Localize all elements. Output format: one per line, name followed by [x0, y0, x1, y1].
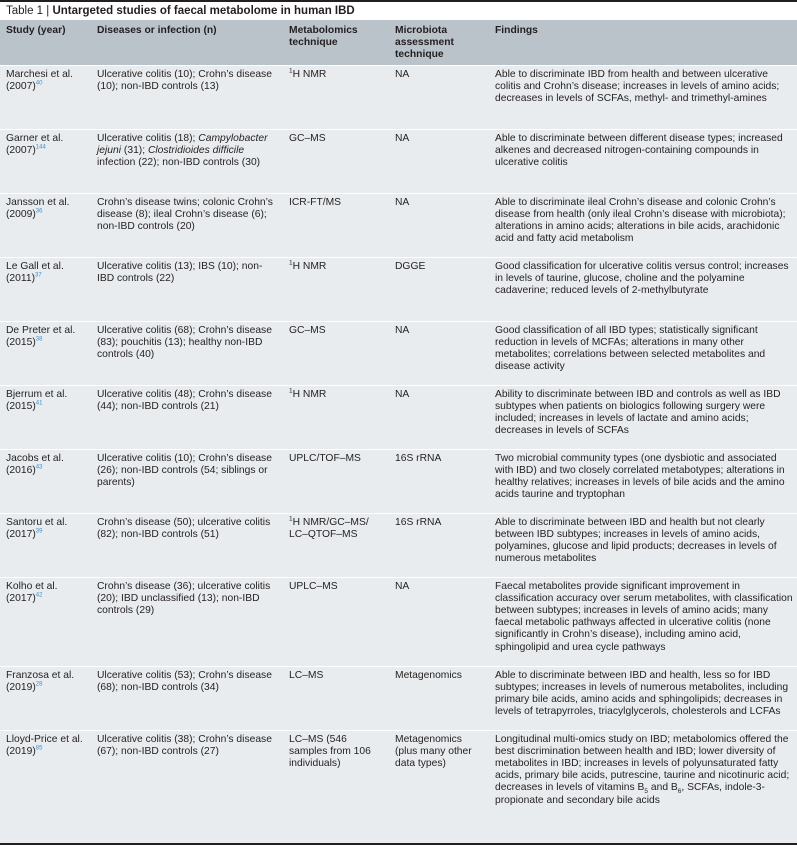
findings-cell: Able to discriminate between IBD and health, less so for IBD subtypes; increases in levels of numerous metabolites, including primary bile acids, amino acids and sphingolipids; decreases in levels of tetrapyrroles, triacylglycerols, cholesterols and LCFAs [489, 666, 797, 730]
findings-cell: Able to discriminate between IBD and health but not clearly between IBD subtypes; increases in levels of amino acids, polyamines, glucose and lipid products; decreases in levels of numerous metabolites [489, 513, 797, 577]
diseases-cell: Ulcerative colitis (10); Crohn’s disease (26); non-IBD controls (54; siblings or parents) [91, 449, 283, 513]
diseases-cell: Ulcerative colitis (13); IBS (10); non-IBD controls (22) [91, 257, 283, 321]
study-cell: De Preter et al. (2015)$^{38}$ [0, 321, 91, 385]
reference-link[interactable]: 38 [35, 336, 43, 343]
microbiota-cell: DGGE [389, 257, 489, 321]
reference-link[interactable]: 42 [35, 592, 43, 599]
reference-link[interactable]: 28 [35, 681, 43, 688]
reference-link[interactable]: 43 [35, 464, 43, 471]
table-header-row [0, 20, 797, 65]
findings-cell: Good classification for ulcerative colitis versus control; increases in levels of taurine, glucose, choline and the polyamine cadaverine; reduced levels of 2-methylbutyrate [489, 257, 797, 321]
diseases-cell: Ulcerative colitis (10); Crohn’s disease (10); non-IBD controls (13) [91, 65, 283, 129]
diseases-cell: Ulcerative colitis (68); Crohn’s disease (83); pouchitis (13); healthy non-IBD controls (40) [91, 321, 283, 385]
microbiota-cell: NA [389, 385, 489, 449]
reference-link[interactable]: 85 [35, 745, 43, 752]
table-label: Table 1 | [6, 5, 50, 17]
reference-link[interactable]: 37 [35, 272, 42, 279]
metabolomics-cell: $^1$H NMR [283, 385, 389, 449]
table-caption [0, 0, 797, 20]
diseases-cell: Crohn’s disease (36); ulcerative colitis (20); IBD unclassified (13); non-IBD controls (29) [91, 577, 283, 666]
diseases-cell: Crohn’s disease (50); ulcerative colitis (82); non-IBD controls (51) [91, 513, 283, 577]
metabolomics-cell: LC–MS (546 samples from 106 individuals) [283, 730, 389, 844]
reference-link[interactable]: 144 [35, 144, 46, 151]
table-row [0, 449, 797, 513]
table-row [0, 577, 797, 666]
metabolomics-cell: UPLC/TOF–MS [283, 449, 389, 513]
table-row [0, 257, 797, 321]
table-row [0, 129, 797, 193]
findings-cell: Able to discriminate ileal Crohn’s disease and colonic Crohn’s disease from health (only ileal Crohn’s disease with microbiota); alterations in amino acids; alterations in bile acids, arachidonic acid and fatty acid metabolism [489, 193, 797, 257]
findings-cell: Good classification of all IBD types; statistically significant reduction in levels of MCFAs; alterations in many other metabolites; correlations between selected metabolites and disease activity [489, 321, 797, 385]
findings-cell: Longitudinal multi-omics study on IBD; metabolomics offered the best discrimination between health and IBD; lower diversity of metabolites in IBD; increases in levels of polyunsaturated fatty acids, primary bile acids, putrescine, taurine and nicotinuric acid; decreases in levels of vitamins $B_5$ and $B_6$, SCFAs, indole-3-propionate and secondary bile acids [489, 730, 797, 844]
reference-link[interactable]: 40 [35, 80, 43, 87]
microbiota-cell: NA [389, 129, 489, 193]
metabolomics-cell: $^1$H NMR [283, 65, 389, 129]
table-row [0, 730, 797, 844]
table-row [0, 666, 797, 730]
metabolomics-cell: GC–MS [283, 129, 389, 193]
table-row [0, 321, 797, 385]
study-cell: Le Gall et al. (2011)$^{37}$ [0, 257, 91, 321]
findings-cell: Two microbial community types (one dysbiotic and associated with IBD) and two closely correlated metabotypes; alterations in healthy relatives; increases in levels of bile acids and the amino acids taurine and tryptophan [489, 449, 797, 513]
microbiota-cell: NA [389, 193, 489, 257]
microbiota-cell: Metagenomics (plus many other data types) [389, 730, 489, 844]
header-diseases: Diseases or infection (n) [97, 25, 217, 36]
metabolomics-cell: $^1$H NMR/GC–MS/ LC–QTOF–MS [283, 513, 389, 577]
metabolomics-cell: UPLC–MS [283, 577, 389, 666]
diseases-cell: Ulcerative colitis (38); Crohn’s disease (67); non-IBD controls (27) [91, 730, 283, 844]
table-row [0, 193, 797, 257]
microbiota-cell: 16S rRNA [389, 513, 489, 577]
header-study: Study (year) [6, 25, 66, 36]
diseases-cell: Ulcerative colitis (48); Crohn’s disease (44); non-IBD controls (21) [91, 385, 283, 449]
diseases-cell: Ulcerative colitis (53); Crohn’s disease (68); non-IBD controls (34) [91, 666, 283, 730]
findings-cell: Faecal metabolites provide significant improvement in classification accuracy over serum metabolites, with classification between subtypes; increases in levels of amino acids; many faecal metabolic pathways affected in ulcerative colitis (none significantly in Crohn’s disease), including amino acid, sphingolipid and urea cycle pathways [489, 577, 797, 666]
table-title: Untargeted studies of faecal metabolome in human IBD [52, 5, 355, 17]
study-cell: Bjerrum et al. (2015)$^{41}$ [0, 385, 91, 449]
reference-link[interactable]: 39 [35, 528, 43, 535]
header-microbiota: Microbiota assessment technique [395, 25, 454, 61]
diseases-cell: Crohn’s disease twins; colonic Crohn’s disease (8); ileal Crohn’s disease (6); non-IBD controls (20) [91, 193, 283, 257]
metabolomics-cell: LC–MS [283, 666, 389, 730]
microbiota-cell: NA [389, 65, 489, 129]
microbiota-cell: 16S rRNA [389, 449, 489, 513]
metabolomics-cell: ICR-FT/MS [283, 193, 389, 257]
studies-table [0, 20, 797, 845]
reference-link[interactable]: 41 [35, 400, 43, 407]
metabolomics-cell: $^1$H NMR [283, 257, 389, 321]
findings-cell: Ability to discriminate between IBD and controls as well as IBD subtypes when patients on biologics following surgery were included; increases in levels of lactate and amino acids; decreases in levels of SCFAs [489, 385, 797, 449]
microbiota-cell: NA [389, 577, 489, 666]
table-row [0, 65, 797, 129]
findings-cell: Able to discriminate between different disease types; increased alkenes and decreased nitrogen-containing compounds in ulcerative colitis [489, 129, 797, 193]
findings-cell: Able to discriminate IBD from health and between ulcerative colitis and Crohn’s disease; increases in levels of amino acids; decreases in levels of SCFAs, methyl- and trimethyl-amines [489, 65, 797, 129]
microbiota-cell: NA [389, 321, 489, 385]
study-cell: Garner et al. (2007)$^{144}$ [0, 129, 91, 193]
microbiota-cell: Metagenomics [389, 666, 489, 730]
header-findings: Findings [495, 25, 538, 36]
study-cell: Jacobs et al. (2016)$^{43}$ [0, 449, 91, 513]
table-row [0, 385, 797, 449]
metabolomics-cell: GC–MS [283, 321, 389, 385]
study-cell: Franzosa et al. (2019)$^{28}$ [0, 666, 91, 730]
study-cell: Santoru et al. (2017)$^{39}$ [0, 513, 91, 577]
diseases-cell: Ulcerative colitis (18); Campylobacter jejuni (31); Clostridioides difficile infection (22); non-IBD controls (30) [91, 129, 283, 193]
header-metabolomics: Metabolomics technique [289, 25, 358, 49]
study-cell: Jansson et al. (2009)$^{36}$ [0, 193, 91, 257]
table-row [0, 513, 797, 577]
study-cell: Lloyd-Price et al. (2019)$^{85}$ [0, 730, 91, 844]
study-cell: Kolho et al. (2017)$^{42}$ [0, 577, 91, 666]
reference-link[interactable]: 36 [35, 208, 43, 215]
study-cell: Marchesi et al. (2007)$^{40}$ [0, 65, 91, 129]
